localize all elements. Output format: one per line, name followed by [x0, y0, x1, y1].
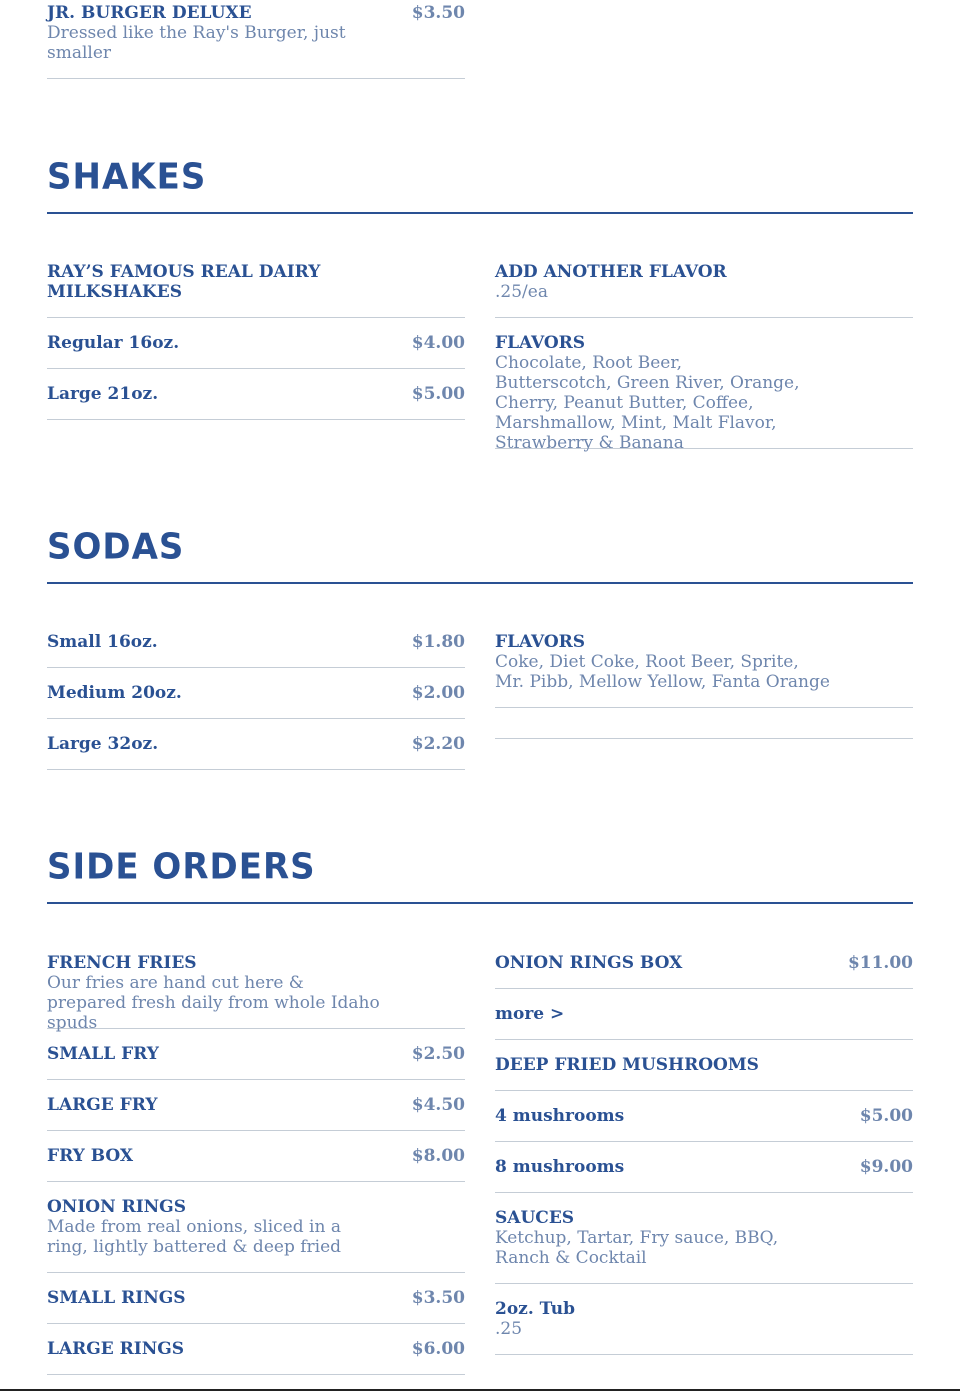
- item-description: Made from real onions, sliced in a ring, lightly battered & deep fried: [47, 1217, 342, 1257]
- menu-item-soda-flavors: [495, 632, 913, 708]
- menu-item-deep-fried-mushrooms: [495, 1055, 913, 1091]
- item-price: $6.00: [411, 1339, 465, 1359]
- item-description: .25: [495, 1319, 523, 1339]
- item-price: $2.50: [411, 1044, 465, 1064]
- menu-item-large-rings: [47, 1339, 465, 1375]
- menu-item-medium-soda: [47, 683, 465, 719]
- item-price: $9.00: [859, 1157, 913, 1177]
- section-title-side-orders: SIDE ORDERS: [47, 848, 913, 904]
- item-name: Large 21oz.: [47, 384, 159, 404]
- item-description: Coke, Diet Coke, Root Beer, Sprite, Mr. Pibb, Mellow Yellow, Fanta Orange: [495, 652, 830, 692]
- item-price: $3.50: [411, 1288, 465, 1308]
- menu-item-regular-shake: [47, 333, 465, 369]
- item-price: $4.00: [411, 333, 465, 353]
- menu-item-4-mushrooms: [495, 1106, 913, 1142]
- item-name: JR. BURGER DELUXE: [47, 3, 252, 23]
- menu-item-fry-box: [47, 1146, 465, 1182]
- item-name: 2oz. Tub: [495, 1299, 575, 1319]
- menu-item-milkshakes: [47, 262, 465, 318]
- item-name: FLAVORS: [495, 333, 586, 353]
- item-name: LARGE FRY: [47, 1095, 158, 1115]
- item-description: .25/ea: [495, 282, 548, 302]
- menu-item-onion-rings: [47, 1197, 465, 1273]
- item-name: FRENCH FRIES: [47, 953, 197, 973]
- item-price: $1.80: [411, 632, 465, 652]
- menu-item-add-flavor: [495, 262, 913, 318]
- menu-item-large-fry: [47, 1095, 465, 1131]
- item-name: Small 16oz.: [47, 632, 158, 652]
- item-name: SMALL RINGS: [47, 1288, 186, 1308]
- item-name: ADD ANOTHER FLAVOR: [495, 262, 727, 282]
- item-name: 4 mushrooms: [495, 1106, 625, 1126]
- item-price: $2.20: [411, 734, 465, 754]
- item-name: Regular 16oz.: [47, 333, 180, 353]
- item-name: ONION RINGS BOX: [495, 953, 683, 973]
- menu-item-shake-flavors: [495, 333, 913, 453]
- item-description: Dressed like the Ray's Burger, just smaller: [47, 23, 346, 63]
- menu-item-french-fries: [47, 953, 465, 1033]
- item-name: 8 mushrooms: [495, 1157, 625, 1177]
- item-price: $3.50: [411, 3, 465, 23]
- menu-item-onion-rings-box: [495, 953, 913, 989]
- item-name: SAUCES: [495, 1208, 575, 1228]
- item-name: SMALL FRY: [47, 1044, 159, 1064]
- page-bottom-rule: [0, 1389, 960, 1391]
- item-description: Ketchup, Tartar, Fry sauce, BBQ, Ranch & Cocktail: [495, 1228, 779, 1268]
- item-price: $2.00: [411, 683, 465, 703]
- item-name: RAY’S FAMOUS REAL DAIRY MILKSHAKES: [47, 262, 321, 302]
- menu-item-small-rings: [47, 1288, 465, 1324]
- item-price: $11.00: [847, 953, 913, 973]
- item-description: Our fries are hand cut here & prepared fresh daily from whole Idaho spuds: [47, 973, 380, 1033]
- more-link[interactable]: [495, 1004, 913, 1040]
- section-title-shakes: SHAKES: [47, 158, 913, 214]
- section-title-sodas: SODAS: [47, 528, 913, 584]
- menu-item-8-mushrooms: [495, 1157, 913, 1193]
- item-name: ONION RINGS: [47, 1197, 186, 1217]
- item-price: $4.50: [411, 1095, 465, 1115]
- item-price: $5.00: [859, 1106, 913, 1126]
- menu-item-large-shake: [47, 384, 465, 420]
- item-price: $5.00: [411, 384, 465, 404]
- item-name: FLAVORS: [495, 632, 586, 652]
- menu-item-large-soda: [47, 734, 465, 770]
- menu-item-small-fry: [47, 1044, 465, 1080]
- menu-item-sauces: [495, 1208, 913, 1284]
- menu-item-jr-burger-deluxe: [47, 3, 465, 79]
- more-link-label[interactable]: more >: [495, 1004, 565, 1024]
- item-price: $8.00: [411, 1146, 465, 1166]
- item-name: Medium 20oz.: [47, 683, 182, 703]
- divider: [495, 708, 913, 739]
- item-name: LARGE RINGS: [47, 1339, 185, 1359]
- item-name: DEEP FRIED MUSHROOMS: [495, 1055, 759, 1075]
- menu-item-2oz-tub: [495, 1299, 913, 1355]
- item-name: FRY BOX: [47, 1146, 134, 1166]
- menu-item-small-soda: [47, 632, 465, 668]
- item-name: Large 32oz.: [47, 734, 159, 754]
- item-description: Chocolate, Root Beer, Butterscotch, Green River, Orange, Cherry, Peanut Butter, Coffee, Marshmallow, Mint, Malt Flavor, Strawberry & Banana: [495, 353, 800, 453]
